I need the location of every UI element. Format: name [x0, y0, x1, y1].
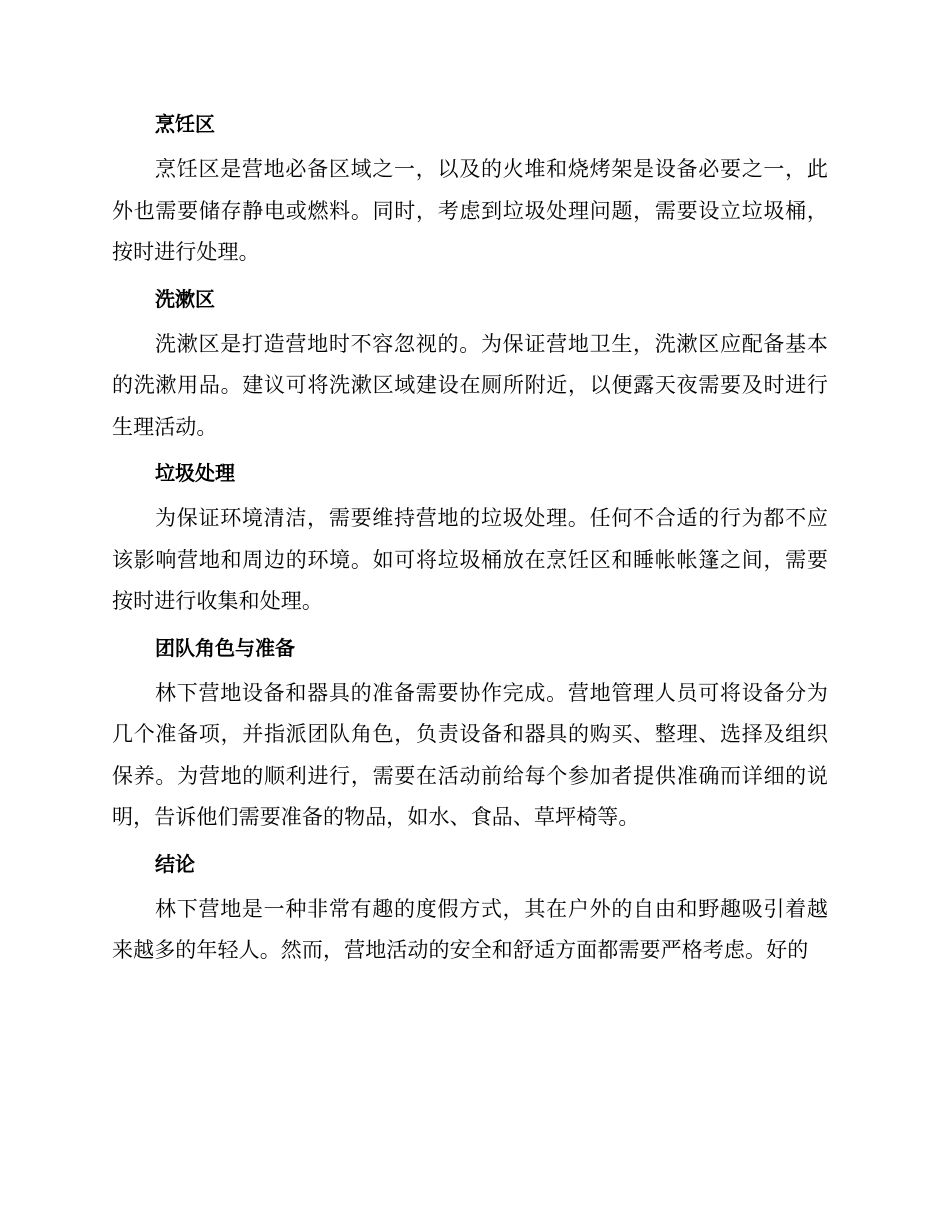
section-waste-disposal — [112, 456, 828, 623]
section-paragraph: 烹饪区是营地必备区域之一，以及的火堆和烧烤架是设备必要之一，此外也需要储存静电或燃料。同时，考虑到垃圾处理问题，需要设立垃圾桶，按时进行处理。 — [112, 157, 828, 264]
section-paragraph: 林下营地是一种非常有趣的度假方式，其在户外的自由和野趣吸引着越来越多的年轻人。然而，营地活动的安全和舒适方面都需要严格考虑。好的 — [112, 896, 828, 962]
section-paragraph: 林下营地设备和器具的准备需要协作完成。营地管理人员可将设备分为几个准备项，并指派团队角色，负责设备和器具的购买、整理、选择及组织保养。为营地的顺利进行，需要在活动前给每个参加者提供准确而详细的说明，告诉他们需要准备的物品，如水、食品、草坪椅等。 — [112, 680, 828, 829]
section-heading: 团队角色与准备 — [155, 635, 295, 660]
section-paragraph: 为保证环境清洁，需要维持营地的垃圾处理。任何不合适的行为都不应该影响营地和周边的环境。如可将垃圾桶放在烹饪区和睡帐帐篷之间，需要按时进行收集和处理。 — [112, 506, 828, 613]
document-page — [112, 107, 828, 980]
section-paragraph: 洗漱区是打造营地时不容忽视的。为保证营地卫生，洗漱区应配备基本的洗漱用品。建议可将洗漱区域建设在厕所附近，以便露天夜需要及时进行生理活动。 — [112, 331, 828, 439]
section-cooking-area — [112, 107, 828, 274]
section-heading: 结论 — [155, 851, 195, 876]
section-washing-area — [112, 282, 828, 449]
section-heading: 烹饪区 — [155, 112, 215, 136]
section-heading: 垃圾处理 — [155, 461, 235, 485]
section-conclusion — [112, 847, 828, 972]
section-heading: 洗漱区 — [155, 286, 215, 311]
section-team-roles — [112, 631, 828, 839]
